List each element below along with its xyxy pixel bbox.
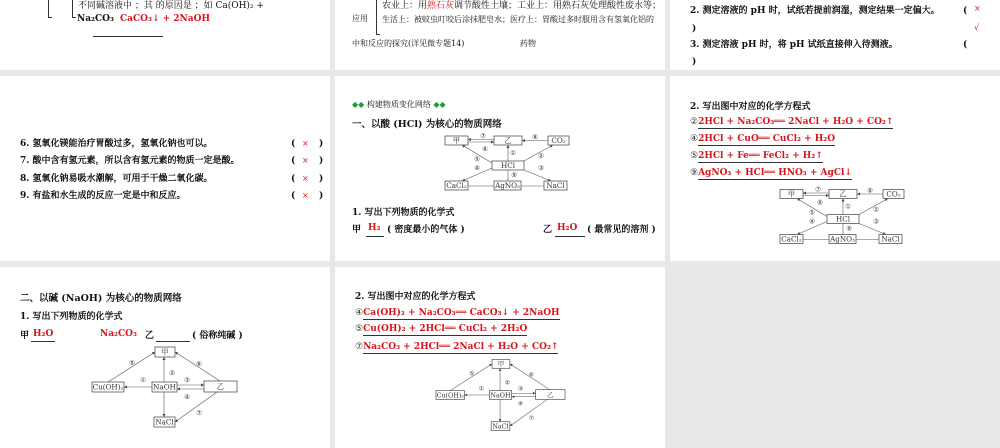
node-label-naoh: NaOH	[153, 382, 176, 392]
answer-mark: √	[974, 23, 980, 32]
reaction-arrow	[175, 392, 217, 422]
node-label-hcl: HCl	[500, 161, 516, 171]
reaction-number-r5: ⑤	[474, 155, 480, 163]
yi-answer: H₂O	[557, 223, 578, 233]
equation-answer: AgNO₃ + HCl══ HNO₃ + AgCl↓	[698, 168, 852, 178]
equation-row	[690, 169, 852, 178]
yi-answer: Na₂CO₃	[100, 329, 137, 339]
reaction-number: ④	[355, 308, 364, 318]
blank-underline	[31, 341, 55, 342]
reaction-number-r3: ③	[873, 217, 879, 226]
blank-underline	[156, 341, 190, 342]
yi-note: ( 俗称纯碱 )	[192, 331, 243, 341]
node-label-yi: 乙	[504, 136, 512, 146]
slide-thumbnail-3[interactable]	[670, 0, 1000, 70]
text-line: 不同碱溶液中 ；其 的原因是 ；如 Ca(OH)₂ +	[78, 1, 264, 11]
topic-link[interactable]: 中和反应的探究(详见微专题14)	[352, 39, 465, 48]
slide-thumbnail-2[interactable]	[335, 0, 665, 70]
reaction-number-r2: ②	[504, 380, 510, 387]
slide-thumbnail-5[interactable]	[335, 76, 665, 261]
banner-text: 构建物质变化网络	[366, 100, 431, 109]
node-label-agno3: AgNO₃	[495, 181, 520, 191]
question-1: 1. 写出下列物质的化学式	[352, 208, 455, 218]
section-heading: 二、以碱 (NaOH) 为核心的物质网络	[20, 293, 182, 304]
node-label-agno3: AgNO₃	[830, 234, 855, 244]
application-line-1	[382, 2, 661, 11]
reaction-number-r7: ⑦	[528, 415, 534, 422]
answer-mark: ×	[302, 174, 309, 183]
naoh-network-diagram	[92, 347, 237, 427]
hcl-network-diagram	[780, 185, 904, 246]
equation-answer: Na₂CO₃ + 2HCl══ 2NaCl + H₂O + CO₂↑	[363, 342, 559, 352]
jia-label: 甲	[20, 331, 30, 341]
yi-label: 乙	[145, 331, 155, 341]
equation-answer: 2HCl + CuO══ CuCl₂ + H₂O	[698, 134, 836, 144]
node-label-yi: 乙	[216, 382, 225, 392]
node-label-jia: 甲	[161, 347, 169, 357]
reaction-number-r3: ③	[184, 376, 190, 384]
answer-mark: ×	[302, 191, 309, 200]
equation-row	[690, 118, 893, 127]
list-item-text: 8. 氢氧化钠易吸水潮解，可用于干燥二氧化碳。	[20, 174, 213, 184]
reaction-number-r1: ①	[140, 376, 146, 384]
node-label-nacl: NaCl	[155, 417, 174, 427]
equation-row	[690, 135, 835, 144]
paren-close: )	[319, 139, 324, 149]
node-label-yi: 乙	[839, 189, 847, 199]
reaction-number-r2: ②	[538, 152, 544, 160]
bracket	[48, 0, 52, 18]
reaction-number-r6: ⑥	[817, 198, 823, 207]
equation-row	[355, 325, 527, 334]
reaction-number: ④	[690, 134, 699, 144]
answer-text: 熟石灰	[427, 1, 455, 11]
paren-open: (	[963, 40, 968, 50]
reaction-number-r1: ①	[478, 386, 484, 393]
reaction-number-r9: ⑨	[511, 171, 517, 179]
reaction-number-r5: ⑤	[809, 208, 815, 217]
reaction-number-r6: ⑥	[196, 360, 202, 368]
slide-thumbnail-8[interactable]	[335, 267, 665, 448]
paren-open: (	[291, 191, 296, 201]
reaction-number-r7: ⑦	[815, 185, 821, 194]
equation-row	[690, 152, 823, 161]
answer-mark: ×	[302, 156, 309, 165]
paren-close: )	[319, 156, 324, 166]
na2co3-text: Na₂CO₃	[77, 14, 114, 24]
reaction-number-r1: ①	[510, 149, 516, 157]
reaction-number-r4: ④	[184, 393, 190, 401]
list-item-text: 9. 有盐和水生成的反应一定是中和反应。	[20, 191, 186, 201]
jia-note: ( 密度最小的气体 )	[387, 225, 465, 235]
node-label-jia: 甲	[452, 136, 461, 146]
yi-note: ( 最常见的溶剂 )	[587, 225, 656, 235]
reaction-number-r3: ③	[538, 164, 544, 172]
node-label-yi: 乙	[547, 390, 554, 399]
list-item-text: 7. 酸中含有氢元素，所以含有氢元素的物质一定是酸。	[20, 156, 240, 166]
list-item-text: 6. 氢氧化镁能治疗胃酸过多，氢氧化钠也可以。	[20, 139, 213, 149]
question-2: 2. 写出图中对应的化学方程式	[690, 102, 811, 112]
reaction-number: ②	[690, 117, 699, 127]
reaction-number-r8: ⑧	[867, 186, 873, 195]
equation-answer: 2HCl + Fe══ FeCl₂ + H₂↑	[698, 151, 823, 161]
node-label-nacl: NaCl	[492, 422, 509, 431]
jia-answer: H₂O	[33, 329, 54, 339]
diamond-icon: ◆◆	[352, 100, 365, 109]
node-label-cacl2: CaCl₂	[446, 181, 467, 191]
jia-label: 甲	[352, 225, 362, 235]
bracket	[376, 0, 380, 35]
node-label-cu: Cu(OH)₂	[436, 391, 464, 400]
reaction-number-r2: ②	[169, 369, 175, 377]
diamond-icon: ◆◆	[433, 100, 446, 109]
yi-label: 乙	[543, 225, 553, 235]
equation-row	[355, 309, 560, 318]
equation-answer: Ca(OH)₂ + Na₂CO₃══ CaCO₃↓ + 2NaOH	[363, 308, 560, 318]
section-banner	[352, 101, 446, 109]
slide-thumbnail-1[interactable]	[0, 0, 330, 70]
equation-answer: 2HCl + Na₂CO₃══ 2NaCl + H₂O + CO₂↑	[698, 117, 894, 127]
node-label-naoh: NaOH	[490, 391, 511, 400]
node-label-co2: CO₂	[886, 189, 901, 199]
reaction-number-r1: ①	[845, 202, 851, 211]
reaction-number-r5: ⑤	[129, 359, 135, 367]
naoh-network-diagram	[436, 359, 565, 431]
paren-close: )	[692, 57, 697, 67]
slide-thumbnail-7[interactable]	[0, 267, 330, 448]
question-2: 2. 写出图中对应的化学方程式	[355, 292, 476, 302]
slide-thumbnail-4[interactable]	[0, 76, 330, 261]
reaction-number-r6: ⑥	[528, 372, 534, 379]
text: 农业上：用	[382, 1, 428, 11]
reaction-number-r4: ④	[474, 164, 480, 172]
slide-thumbnail-6[interactable]	[670, 76, 1000, 261]
reaction-number: ⑤	[690, 151, 699, 161]
reaction-number-r8: ⑧	[532, 133, 538, 141]
hcl-network-diagram	[445, 132, 569, 192]
application-label: 应用	[352, 14, 368, 23]
reaction-number-r2: ②	[873, 205, 879, 214]
jia-answer: H₂	[368, 223, 381, 233]
answer-text: CaCO₃↓ + 2NaOH	[120, 14, 210, 24]
application-line-2: 生活上：被蚊虫叮咬后涂抹肥皂水；医疗上：胃酸过多时服用含有氢氧化铝的	[382, 15, 654, 24]
node-label-co2: CO₂	[551, 136, 566, 146]
node-label-jia: 甲	[497, 360, 505, 369]
blank-underline	[366, 236, 384, 237]
node-label-hcl: HCl	[835, 214, 851, 224]
paren-open: (	[291, 156, 296, 166]
node-label-nacl: NaCl	[881, 234, 900, 244]
text: 调节酸性土壤；工业上：用熟石灰处理酸性废水等；	[454, 1, 662, 11]
paren-close: )	[319, 191, 324, 201]
blank-underline	[555, 236, 585, 237]
reaction-number-r7: ⑦	[196, 409, 202, 417]
reaction-arrow	[108, 352, 155, 382]
node-label-cu: Cu(OH)₂	[92, 382, 124, 392]
reaction-number-r6: ⑥	[482, 145, 488, 153]
paren-open: (	[291, 139, 296, 149]
node-label-cacl2: CaCl₂	[781, 234, 802, 244]
section-heading: 一、以酸 (HCl) 为核心的物质网络	[352, 119, 502, 130]
equation-answer: Cu(OH)₂ + 2HCl══ CuCl₂ + 2H₂O	[363, 324, 528, 334]
reaction-number-r3: ③	[517, 386, 524, 393]
paren-close: )	[319, 174, 324, 184]
reaction-number: ⑦	[355, 342, 364, 352]
blank-underline	[93, 36, 163, 37]
application-line-3: 药物	[520, 39, 536, 48]
reaction-number-r5: ⑤	[469, 371, 475, 378]
node-label-nacl: NaCl	[546, 181, 565, 191]
question-1: 1. 写出下列物质的化学式	[20, 312, 123, 322]
reaction-arrow	[510, 399, 547, 426]
question-3: 3. 测定溶液 pH 时，将 pH 试纸直接伸入待测液。	[690, 40, 898, 50]
paren-open: (	[963, 6, 968, 16]
answer-mark: ×	[302, 139, 309, 148]
reaction-number-r4: ④	[809, 217, 815, 226]
reaction-number: ⑨	[690, 168, 699, 178]
question-2: 2. 测定溶液的 pH 时，试纸若提前润湿，测定结果一定偏大。	[690, 6, 940, 16]
reaction-number: ⑤	[355, 324, 364, 334]
equation-row	[355, 343, 558, 352]
answer-mark: ×	[974, 4, 981, 13]
node-label-jia: 甲	[787, 189, 796, 199]
reaction-number-r4: ④	[517, 401, 524, 408]
reaction-number-r9: ⑨	[846, 224, 852, 233]
paren-close: )	[692, 24, 697, 34]
bracket	[72, 0, 76, 18]
reaction-number-r7: ⑦	[480, 132, 486, 140]
paren-open: (	[291, 174, 296, 184]
